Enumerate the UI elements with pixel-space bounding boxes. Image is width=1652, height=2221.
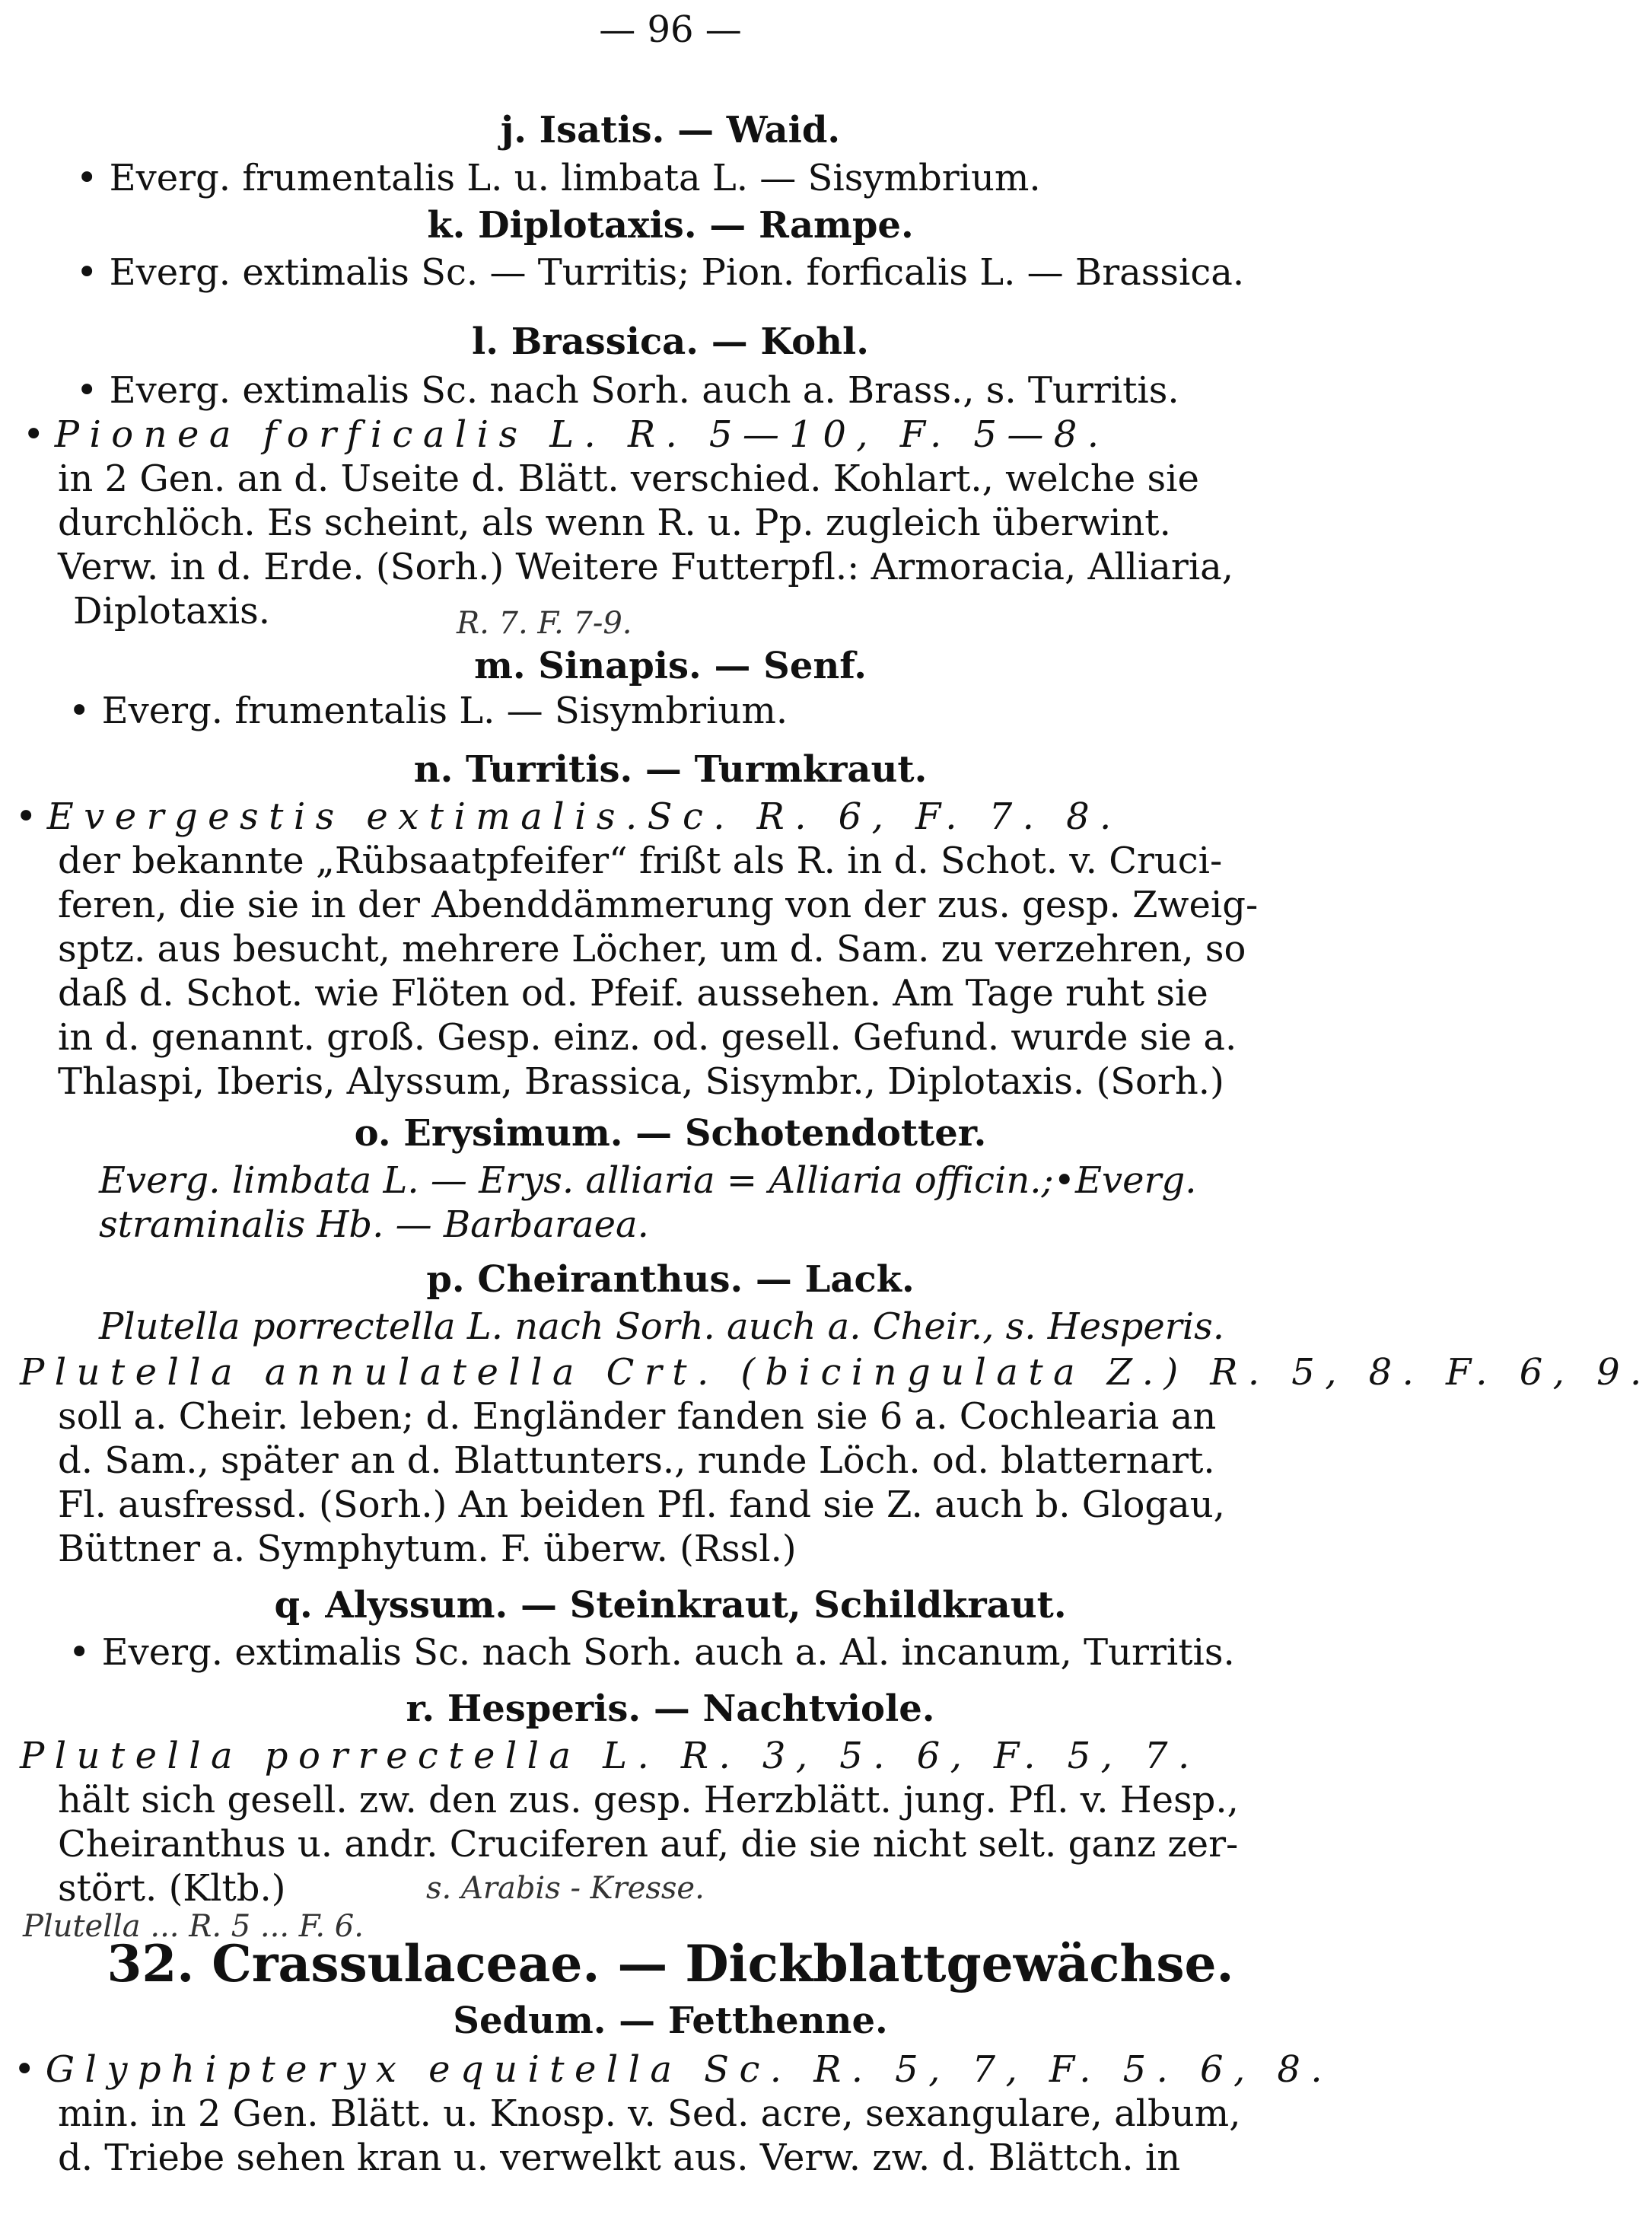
page-number: — 96 — [599,8,742,51]
text-line: • Everg. extimalis Sc. nach Sorh. auch a. Al. incanum, Turritis. [68,1631,1235,1674]
section-heading: k. Diplotaxis. — Rampe. [427,204,914,247]
text-line: • Everg. extimalis Sc. — Turritis; Pion. forficalis L. — Brassica. [76,251,1245,294]
species-line: •Glyphipteryx equitella Sc. R. 5, 7, F. 5. 6, 8. [14,2048,1333,2091]
text-line: in d. genannt. groß. Gesp. einz. od. gesell. Gefund. wurde sie a. [58,1016,1237,1059]
section-heading: j. Isatis. — Waid. [500,109,841,151]
text-line: min. in 2 Gen. Blätt. u. Knosp. v. Sed. acre, sexangulare, album, [58,2092,1241,2135]
text-line: in 2 Gen. an d. Useite d. Blätt. verschied. Kohlart., welche sie [58,457,1199,500]
section-heading: Sedum. — Fetthenne. [453,2000,888,2042]
text-line: Cheiranthus u. andr. Cruciferen auf, die sie nicht selt. ganz zer- [58,1823,1239,1866]
text-line: soll a. Cheir. leben; d. Engländer fanden sie 6 a. Cochlearia an [58,1395,1217,1438]
section-heading: p. Cheiranthus. — Lack. [426,1258,915,1301]
text-line: stört. (Kltb.) [58,1867,286,1910]
handwritten-note: R. 7. F. 7-9. [457,606,632,641]
handwritten-note: s. Arabis - Kresse. [426,1871,705,1906]
text-line: Thlaspi, Iberis, Alyssum, Brassica, Sisymbr., Diplotaxis. (Sorh.) [58,1060,1224,1103]
text-line: Plutella porrectella L. nach Sorh. auch a. Cheir., s. Hesperis. [99,1305,1224,1348]
text-line: der bekannte „Rübsaatpfeifer“ frißt als R. in d. Schot. v. Cruci- [58,840,1223,882]
text-line: Verw. in d. Erde. (Sorh.) Weitere Futterpfl.: Armoracia, Alliaria, [58,546,1234,588]
text-line: d. Sam., später an d. Blattunters., runde Löch. od. blatternart. [58,1439,1215,1482]
section-heading: n. Turritis. — Turmkraut. [413,748,928,791]
text-line: feren, die sie in der Abenddämmerung von der zus. gesp. Zweig- [58,884,1259,926]
species-line: •Pionea forficalis L. R. 5—10, F. 5—8. [23,413,1109,456]
section-heading: o. Erysimum. — Schotendotter. [354,1112,987,1155]
text-line: Everg. limbata L. — Erys. alliaria = Alliaria officin.;•Everg. [99,1159,1197,1202]
text-line: hält sich gesell. zw. den zus. gesp. Herzblätt. jung. Pfl. v. Hesp., [58,1779,1239,1821]
text-line: Diplotaxis. [73,590,271,633]
handwritten-note: Plutella ... R. 5 ... F. 6. [23,1909,364,1944]
section-heading: l. Brassica. — Kohl. [472,320,869,363]
section-heading: q. Alyssum. — Steinkraut, Schildkraut. [274,1584,1067,1627]
section-heading: r. Hesperis. — Nachtviole. [406,1687,935,1730]
text-line: • Everg. extimalis Sc. nach Sorh. auch a. Brass., s. Turritis. [76,369,1179,412]
species-line: Plutella annulatella Crt. (bicingulata Z.) R. 5, 8. F. 6, 9. [20,1351,1652,1394]
text-line: d. Triebe sehen kran u. verwelkt aus. Verw. zw. d. Blättch. in [58,2137,1181,2179]
text-line: Büttner a. Symphytum. F. überw. (Rssl.) [58,1528,797,1570]
text-line: daß d. Schot. wie Flöten od. Pfeif. aussehen. Am Tage ruht sie [58,972,1208,1015]
text-line: Fl. ausfressd. (Sorh.) An beiden Pfl. fand sie Z. auch b. Glogau, [58,1483,1225,1526]
text-line: • Everg. frumentalis L. — Sisymbrium. [68,690,788,732]
section-heading: m. Sinapis. — Senf. [474,645,867,687]
text-line: sptz. aus besucht, mehrere Löcher, um d. Sam. zu verzehren, so [58,928,1246,970]
species-line: Plutella porrectella L. R. 3, 5. 6, F. 5, 7. [20,1735,1200,1777]
chapter-heading: 32. Crassulaceae. — Dickblattgewächse. [107,1934,1234,1993]
text-line: straminalis Hb. — Barbaraea. [99,1203,649,1246]
text-line: durchlöch. Es scheint, als wenn R. u. Pp. zugleich überwint. [58,502,1171,544]
species-line: •Evergestis extimalis.Sc. R. 6, F. 7. 8. [15,795,1122,838]
text-line: • Everg. frumentalis L. u. limbata L. — Sisymbrium. [76,157,1041,199]
